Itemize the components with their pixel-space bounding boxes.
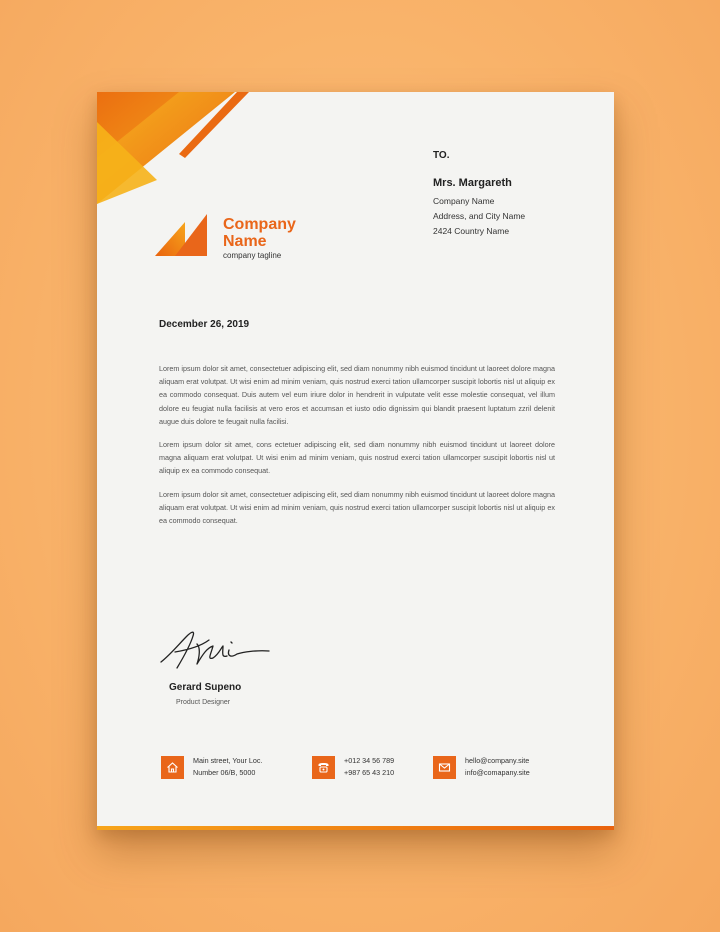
- recipient-country: 2424 Country Name: [433, 226, 510, 236]
- phone-line-2: +987 65 43 210: [344, 768, 395, 777]
- letterhead-page: [97, 92, 614, 830]
- contact-phone: [312, 755, 394, 779]
- signer-name: Gerard Supeno: [169, 682, 242, 693]
- address-line-2: Number 06/B, 5000: [193, 768, 256, 777]
- body-paragraph: Lorem ipsum dolor sit amet, consectetuer adipiscing elit, sed diam nonummy nibh euismod tincidunt ut laoreet dolore magna aliquam erat volutpat. Ut wisi enim ad minim veniam, quis nostrud exerci tation ullamcorper suscipit lobortis nisl ut aliquip ex ea commodo consequat.: [159, 489, 555, 526]
- recipient-company: Company Name: [433, 196, 495, 206]
- company-logo-icon: [155, 212, 211, 258]
- phone-line-1: +012 34 56 789: [344, 756, 395, 765]
- mail-icon: [433, 756, 456, 779]
- corner-decoration: [97, 92, 267, 232]
- address-line-1: Main street, Your Loc.: [193, 756, 263, 765]
- company-name: Company Name: [223, 216, 296, 250]
- company-tagline: company tagline: [223, 251, 282, 260]
- recipient-name: Mrs. Margareth: [433, 177, 512, 189]
- phone-icon: [312, 756, 335, 779]
- recipient-block: [433, 150, 525, 239]
- letter-date: December 26, 2019: [159, 319, 250, 330]
- body-paragraph: Lorem ipsum dolor sit amet, cons ectetuer adipiscing elit, sed diam nonummy nibh euismod tincidunt ut laoreet dolore magna aliquam erat volutpat. Ut wisi enim ad minim veniam, quis nostrud exerci tation ullamcorper suscipit lobortis nisl ut aliquip ex ea commodo consequat.: [159, 440, 555, 476]
- to-label: TO.: [433, 150, 450, 161]
- email-line-1: hello@company.site: [465, 756, 530, 765]
- letter-body: [159, 362, 555, 537]
- contact-email: [433, 755, 530, 779]
- bottom-accent-bar: [97, 826, 614, 830]
- contact-address: [161, 755, 263, 779]
- home-icon: [161, 756, 184, 779]
- email-line-2: info@comapany.site: [465, 768, 530, 777]
- body-paragraph: Lorem ipsum dolor sit amet, consectetuer adipiscing elit, sed diam nonummy nibh euismod tincidunt ut laoreet dolore magna aliquam erat volutpat. Ut wisi enim ad minim veniam, quis nostrud exerci tation ullamcorper suscipit lobortis nisl ut aliquip ex ea commodo consequat. Duis autem vel eum iriure dolor in hendrerit in vulputate velit esse molestie consequat, vel illum dolore eu feugiat nulla facilisis at vero eros et accumsan et iusto odio dignissim qui blandit praesent luptatum zzril delenit augue duis dolore te feugait nulla facilisi.: [159, 364, 555, 426]
- signer-title: Product Designer: [176, 699, 231, 706]
- recipient-address: Address, and City Name: [433, 211, 526, 221]
- handwritten-signature: [157, 624, 275, 672]
